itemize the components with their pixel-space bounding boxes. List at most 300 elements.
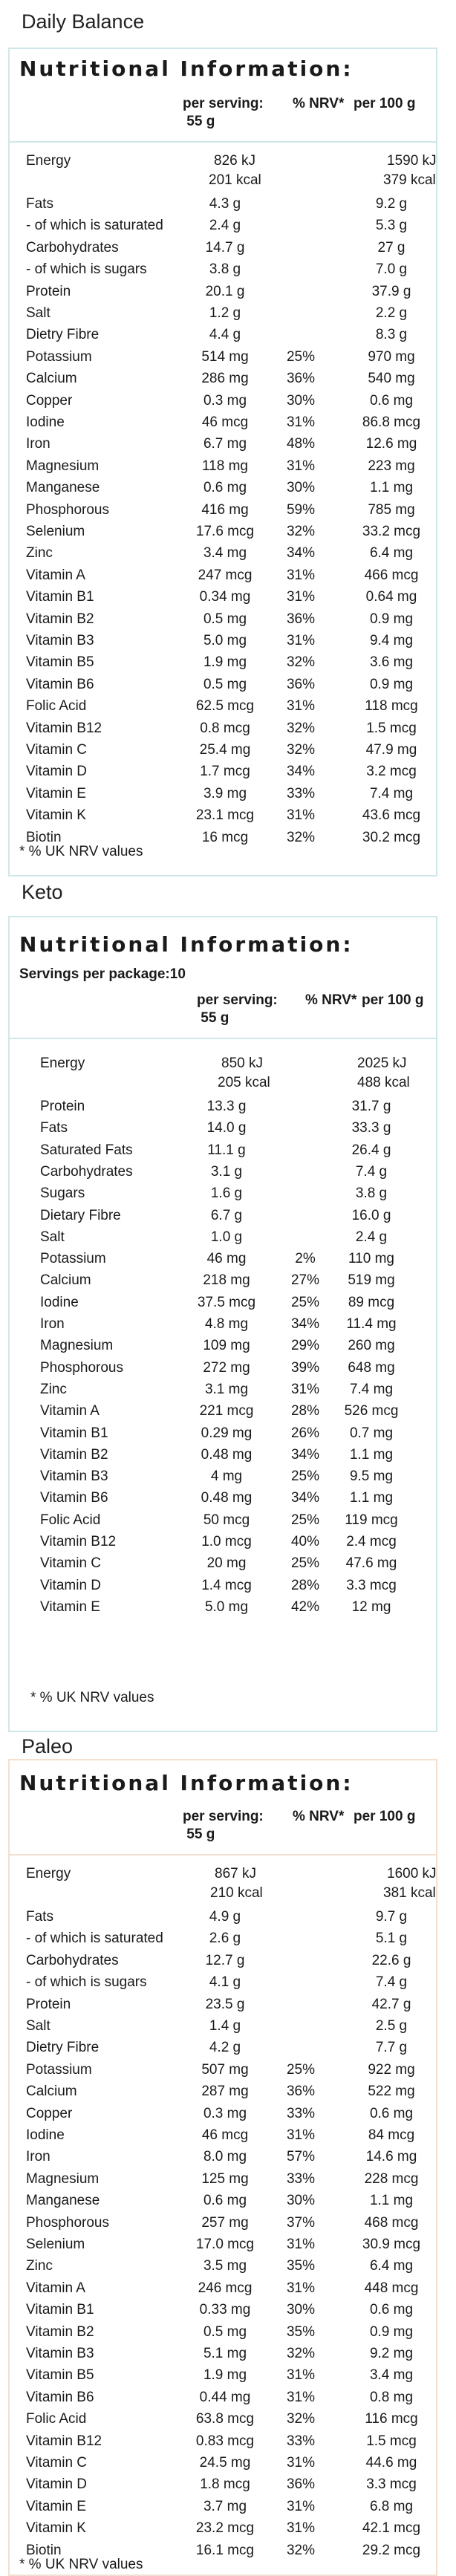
per-100g-value: 7.4 mg [369, 785, 414, 801]
per-serving-value: 246 mcg [198, 2280, 253, 2296]
nrv-value: 30% [286, 2302, 316, 2318]
nrv-value: 25% [286, 348, 316, 365]
nutrient-name: Iodine [26, 2127, 65, 2143]
table-row [10, 675, 436, 695]
nutrient-name: Vitamin B3 [26, 633, 94, 648]
per-100g-value: 0.9 mg [369, 676, 414, 692]
nutrient-name: Iron [26, 2149, 51, 2165]
per-serving-value: 1.9 mg [203, 654, 247, 671]
per-100g-value: 27 g [377, 239, 405, 256]
nutrient-name: Dietry Fibre [26, 2040, 100, 2056]
nutrient-name: Folic Acid [26, 698, 87, 715]
energy-kcal-row: 205 kcal 488 kcal [218, 1075, 410, 1090]
nrv-value: 31% [286, 458, 316, 474]
nrv-value: 25% [286, 2061, 316, 2078]
table-row [10, 457, 436, 476]
per-serving-value: 17.6 mcg [195, 524, 255, 539]
nrv-value: 39% [290, 1359, 320, 1376]
nutrient-name: Vitamin B1 [40, 1425, 108, 1441]
nutrient-name: Vitamin E [40, 1598, 100, 1615]
per-100g-value: 1.1 mg [369, 2193, 414, 2209]
per-serving-value: 125 mg [201, 2170, 249, 2187]
per-100g-value: 2.5 g [375, 2018, 408, 2034]
per-serving-value: 3.9 mg [203, 785, 247, 801]
nrv-value: 36% [286, 676, 316, 692]
table-row [10, 282, 436, 302]
per-100g-value: 9.7 g [375, 1909, 408, 1925]
table-row [10, 238, 436, 258]
per-serving-value: 3.1 mg [204, 1381, 249, 1397]
per-100g-value: 1.1 mg [349, 1446, 394, 1463]
header-divider [10, 1854, 436, 1855]
table-row [10, 566, 436, 585]
per-100g-value: 970 mg [368, 348, 415, 365]
per-100g-value: 29.2 mcg [362, 2542, 421, 2558]
table-row [10, 1951, 436, 1971]
per-serving-value: 109 mg [203, 1338, 250, 1354]
per-serving-value: 14.7 g [205, 239, 245, 256]
per-100g-value: 648 mg [348, 1359, 395, 1376]
per-serving-value: 1.0 g [210, 1229, 243, 1245]
per-serving-value: 16.1 mcg [195, 2542, 255, 2558]
per-100g-value: 16.0 g [351, 1207, 391, 1223]
nutrient-name: Vitamin D [40, 1577, 102, 1593]
table-row [10, 544, 436, 563]
per-100g-value: 3.3 mcg [366, 2476, 417, 2493]
per-serving-value: 0.48 mg [201, 1446, 253, 1463]
table-row [10, 1097, 436, 1116]
per-serving-value: 46 mcg [201, 2127, 249, 2143]
nutrient-name: Vitamin B12 [40, 1534, 117, 1549]
per-serving-value: 63.8 mcg [195, 2411, 255, 2427]
nutrient-name: Vitamin B6 [40, 1490, 108, 1506]
nutrient-name: Vitamin E [26, 2498, 86, 2514]
nutrient-name: Carbohydrates [26, 239, 119, 256]
nutrient-name: Vitamin B2 [26, 611, 94, 627]
table-row [10, 2519, 436, 2538]
nrv-value: 29% [290, 1338, 320, 1354]
nrv-value: 30% [286, 392, 316, 409]
table-row [10, 195, 436, 214]
table-row [10, 2323, 436, 2342]
per-serving-header: per serving: 55 g [197, 992, 278, 1026]
per-100g-value: 785 mg [368, 501, 415, 518]
nutrient-name: Vitamin K [26, 807, 86, 824]
nutrient-name: Vitamin B1 [26, 2302, 94, 2318]
per-serving-value: 4.4 g [209, 327, 241, 343]
nrv-value: 36% [286, 2084, 316, 2100]
nrv-value: 35% [286, 2258, 316, 2274]
table-row [10, 719, 436, 738]
panel-title: Nutritional Information: [19, 1771, 354, 1795]
per-100g-value: 33.2 mcg [362, 524, 421, 539]
table-row [10, 1445, 436, 1465]
table-row [10, 741, 436, 760]
nrv-header: % NRV* [293, 96, 345, 111]
panel-title: Nutritional Information: [19, 932, 354, 957]
nrv-value: 31% [286, 633, 316, 648]
nrv-value: 27% [290, 1272, 320, 1289]
per-serving-value: 0.6 mg [203, 2193, 247, 2209]
per-serving-value: 272 mg [203, 1359, 250, 1376]
nutrient-name: Zinc [26, 2258, 53, 2274]
per-100g-value: 110 mg [348, 1251, 394, 1267]
per-100g-value: 3.8 g [355, 1185, 388, 1202]
nutrient-name: Zinc [26, 545, 53, 562]
nutrient-name: Vitamin B6 [26, 2389, 94, 2405]
table-row [10, 1995, 436, 2014]
per-100g-value: 1.1 mg [349, 1490, 394, 1506]
table-row [10, 1489, 436, 1508]
nrv-value: 37% [286, 2214, 316, 2231]
table-row [10, 653, 436, 672]
energy-kcal-row: 201 kcal 379 kcal [209, 172, 436, 188]
table-row [10, 1467, 436, 1486]
per-serving-value: 0.83 mcg [195, 2433, 255, 2449]
per-serving-value: 514 mg [201, 348, 249, 365]
table-row [10, 2497, 436, 2517]
per-100g-value: 522 mg [368, 2084, 415, 2100]
per-100g-value: 3.3 mcg [346, 1577, 397, 1593]
nutrient-name: Vitamin B6 [26, 676, 94, 692]
nutrient-name: Biotin [26, 2542, 62, 2558]
table-row [10, 1293, 436, 1313]
per-100g-header: per 100 g [354, 1809, 416, 1824]
table-row [10, 806, 436, 825]
nutrition-panel-daily-balance [8, 48, 437, 876]
nrv-value: 31% [286, 414, 316, 430]
nrv-value: 31% [286, 2127, 316, 2143]
per-100g-value: 9.2 mg [369, 2346, 414, 2361]
table-row [10, 762, 436, 781]
table-row [10, 1402, 436, 1421]
table-row [10, 1119, 436, 1138]
per-serving-value: 3.5 mg [203, 2258, 247, 2274]
table-row [10, 1359, 436, 1378]
nutrient-name: - of which is sugars [26, 1974, 147, 1991]
table-row [10, 2038, 436, 2058]
per-100g-header: per 100 g [362, 992, 424, 1008]
per-100g-value: 7.4 mg [349, 1381, 394, 1397]
table-row [10, 413, 436, 432]
nrv-value: 31% [286, 2389, 316, 2405]
nrv-value: 33% [286, 2433, 316, 2449]
per-serving-value: 62.5 mcg [195, 698, 255, 715]
table-row [10, 478, 436, 498]
nutrient-name: Calcium [26, 2084, 77, 2100]
per-serving-value: 2.6 g [209, 1931, 241, 1947]
nutrient-name: Vitamin A [40, 1403, 100, 1419]
per-100g-value: 6.4 mg [369, 2258, 414, 2274]
nrv-value: 31% [286, 2367, 316, 2384]
table-row [10, 325, 436, 345]
per-serving-value: 12.7 g [205, 1952, 245, 1968]
per-serving-value: 0.8 mcg [200, 720, 250, 736]
per-serving-value: 46 mg [206, 1251, 247, 1267]
product-title: Keto [22, 881, 63, 903]
per-100g-value: 5.3 g [375, 218, 408, 234]
per-100g-value: 2.4 mcg [346, 1534, 397, 1549]
nrv-value: 35% [286, 2323, 316, 2340]
per-100g-value: 540 mg [368, 371, 415, 387]
per-serving-value: 287 mg [201, 2084, 249, 2100]
table-row [10, 348, 436, 367]
table-row [10, 1929, 436, 1948]
per-100g-value: 3.2 mcg [366, 764, 417, 780]
per-100g-value: 5.1 g [375, 1931, 408, 1947]
per-serving-value: 1.7 mcg [200, 764, 250, 780]
per-100g-value: 7.0 g [375, 261, 408, 278]
nutrient-name: Folic Acid [40, 1512, 101, 1528]
table-row [10, 2300, 436, 2320]
per-100g-value: 519 mg [348, 1272, 395, 1289]
per-serving-value: 0.29 mg [201, 1425, 253, 1441]
table-row [10, 2279, 436, 2298]
per-100g-value: 44.6 mg [365, 2455, 417, 2471]
nrv-value: 25% [290, 1512, 320, 1528]
per-serving-value: 118 mg [202, 458, 248, 474]
per-serving-value: 0.44 mg [199, 2389, 251, 2405]
per-100g-value: 7.4 g [375, 1974, 408, 1991]
per-100g-value: 1.5 mcg [366, 2433, 417, 2449]
per-serving-value: 507 mg [201, 2061, 249, 2078]
per-serving-value: 218 mg [203, 1272, 250, 1289]
nrv-value: 34% [286, 545, 316, 562]
per-serving-value: 16 mcg [201, 829, 249, 845]
per-100g-value: 228 mcg [364, 2170, 419, 2187]
nutrient-name: Folic Acid [26, 2411, 87, 2427]
servings-per-package: Servings per package:10 [19, 966, 186, 982]
per-100g-value: 3.4 mg [369, 2367, 414, 2384]
nrv-value: 33% [286, 2170, 316, 2187]
per-serving-value: 1.4 mcg [201, 1577, 252, 1593]
nutrient-name: Copper [26, 392, 73, 409]
per-100g-value: 22.6 g [371, 1952, 411, 1968]
per-serving-value: 0.3 mg [203, 2105, 247, 2121]
nutrient-name: Carbohydrates [26, 1952, 119, 1968]
nutrition-panel-keto [8, 916, 437, 1732]
table-row [10, 501, 436, 520]
nrv-value: 31% [286, 2237, 316, 2252]
nrv-value: 36% [286, 611, 316, 627]
per-serving-value: 8.0 mg [203, 2149, 247, 2165]
per-serving-value: 4.8 mg [204, 1316, 249, 1332]
per-100g-value: 922 mg [368, 2061, 415, 2078]
table-row [10, 1532, 436, 1552]
nutrient-name: Selenium [26, 524, 85, 539]
per-serving-value: 1.2 g [209, 305, 241, 321]
table-row [10, 2126, 436, 2145]
per-serving-value: 1.8 mcg [200, 2476, 250, 2493]
per-serving-value: 4.1 g [209, 1974, 241, 1991]
nutrient-name: - of which is sugars [26, 261, 147, 278]
per-100g-value: 0.6 mg [369, 2302, 414, 2318]
nrv-value: 32% [286, 2411, 316, 2427]
nutrient-name: Salt [40, 1229, 65, 1245]
table-row [10, 391, 436, 411]
table-row [10, 2170, 436, 2189]
per-serving-value: 11.1 g [207, 1142, 246, 1158]
per-100g-value: 0.9 mg [369, 611, 414, 627]
nrv-value: 25% [290, 1294, 320, 1310]
product-title: Paleo [22, 1735, 74, 1757]
nrv-value: 34% [290, 1316, 320, 1332]
table-row [10, 2366, 436, 2385]
nrv-value: 31% [286, 2498, 316, 2514]
nutrient-name: Zinc [40, 1381, 67, 1397]
nrv-value: 31% [286, 567, 316, 583]
nutrient-name: Iron [26, 436, 51, 452]
per-serving-value: 3.7 mg [203, 2498, 247, 2514]
nutrient-name: Magnesium [26, 458, 100, 474]
nutrient-name: Vitamin C [40, 1555, 102, 1572]
per-100g-value: 2.2 g [375, 305, 408, 321]
per-serving-value: 3.4 mg [203, 545, 247, 562]
per-serving-value: 0.5 mg [203, 2323, 247, 2340]
nrv-value: 40% [290, 1534, 320, 1549]
header-divider [10, 141, 436, 143]
table-row [10, 1554, 436, 1573]
nrv-value: 32% [286, 2542, 316, 2558]
per-100g-value: 33.3 g [351, 1120, 391, 1136]
per-100g-value: 30.2 mcg [362, 829, 421, 845]
nutrient-name: Phosphorous [40, 1359, 123, 1376]
nutrient-name: Manganese [26, 2193, 100, 2209]
table-row [10, 1271, 436, 1290]
table-row [10, 1141, 436, 1160]
per-serving-value: 286 mg [201, 371, 249, 387]
nrv-value: 28% [290, 1577, 320, 1593]
nrv-value: 31% [286, 2280, 316, 2296]
footnote: * % UK NRV values [19, 844, 143, 859]
table-row [10, 631, 436, 651]
per-serving-value: 20.1 g [205, 283, 245, 299]
per-serving-value: 221 mcg [199, 1403, 254, 1419]
nrv-value: 42% [290, 1598, 320, 1615]
per-100g-value: 12.6 mg [365, 436, 417, 452]
per-serving-value: 0.34 mg [199, 589, 251, 605]
per-100g-value: 0.6 mg [369, 392, 414, 409]
table-row [10, 1184, 436, 1203]
nutrient-name: Biotin [26, 829, 62, 845]
nutrient-name: Vitamin A [26, 2280, 85, 2296]
nutrient-name: Copper [26, 2105, 73, 2121]
per-100g-header: per 100 g [354, 96, 416, 111]
per-serving-value: 23.1 mcg [195, 807, 255, 824]
table-row [10, 2017, 436, 2036]
per-serving-value: 4 mg [210, 1468, 243, 1485]
nutrient-name: - of which is saturated [26, 1931, 163, 1947]
per-serving-value: 46 mcg [201, 414, 249, 430]
nrv-value: 33% [286, 785, 316, 801]
nrv-value: 32% [286, 829, 316, 845]
nutrient-name: Iodine [40, 1294, 79, 1310]
per-serving-value: 5.0 mg [203, 633, 247, 648]
table-row [10, 2235, 436, 2254]
per-serving-value: 14.0 g [206, 1120, 247, 1136]
table-row [10, 588, 436, 607]
nutrient-name: Iron [40, 1316, 65, 1332]
table-row [10, 2432, 436, 2451]
per-serving-value: 247 mcg [198, 567, 253, 583]
nrv-value: 28% [290, 1403, 320, 1419]
nrv-value: 25% [290, 1555, 320, 1572]
nrv-value: 25% [290, 1468, 320, 1485]
per-serving-header: per serving: 55 g [183, 96, 264, 129]
nutrient-name: Fats [26, 1909, 53, 1925]
table-row [10, 2453, 436, 2473]
table-row [10, 2082, 436, 2101]
per-serving-value: 0.5 mg [203, 611, 247, 627]
per-100g-value: 3.6 mg [369, 654, 414, 671]
table-row [10, 435, 436, 454]
nutrient-name: Vitamin B2 [26, 2323, 94, 2340]
nrv-value: 30% [286, 480, 316, 496]
nrv-value: 32% [286, 720, 316, 736]
energy-row: Energy 867 kJ 1600 kJ [26, 1866, 437, 1881]
nrv-value: 31% [286, 2455, 316, 2471]
per-100g-value: 223 mg [368, 458, 415, 474]
nrv-value: 31% [286, 589, 316, 605]
nutrient-name: Vitamin D [26, 764, 88, 780]
nutrient-name: Vitamin E [26, 785, 86, 801]
per-serving-value: 4.3 g [209, 196, 241, 212]
nrv-value: 31% [286, 698, 316, 715]
per-serving-value: 257 mg [201, 2214, 249, 2231]
nutrition-panel-paleo [8, 1759, 437, 2576]
per-serving-value: 0.33 mg [199, 2302, 251, 2318]
nutrient-name: Potassium [40, 1251, 106, 1267]
table-row [10, 697, 436, 716]
table-row [10, 2388, 436, 2407]
per-100g-value: 119 mcg [345, 1512, 398, 1528]
table-row [10, 369, 436, 388]
nutrient-name: Fats [40, 1120, 68, 1136]
table-row [10, 1907, 436, 1927]
nutrient-name: Vitamin B3 [40, 1468, 108, 1485]
per-100g-value: 86.8 mcg [362, 414, 421, 430]
table-row [10, 610, 436, 629]
nutrient-name: Phosphorous [26, 2214, 109, 2231]
per-100g-value: 12 mg [351, 1598, 391, 1615]
per-100g-value: 43.6 mcg [362, 807, 421, 824]
per-100g-value: 116 mcg [365, 2411, 418, 2427]
per-serving-value: 0.6 mg [203, 480, 247, 496]
nutrient-name: Vitamin K [26, 2520, 86, 2537]
table-row [10, 2191, 436, 2211]
table-row [10, 2475, 436, 2494]
table-row [10, 1315, 436, 1334]
nutrient-name: Magnesium [40, 1338, 114, 1354]
nutrient-name: Fats [26, 196, 53, 212]
nutrient-name: Vitamin B1 [26, 589, 94, 605]
nrv-value: 26% [290, 1425, 320, 1441]
per-100g-value: 9.2 g [375, 196, 408, 212]
nrv-value: 36% [286, 2476, 316, 2493]
per-100g-value: 6.4 mg [369, 545, 414, 562]
per-serving-value: 0.5 mg [203, 676, 247, 692]
per-serving-value: 17.0 mcg [195, 2237, 255, 2252]
per-100g-value: 468 mcg [364, 2214, 419, 2231]
product-title: Daily Balance [22, 10, 145, 33]
nutrient-name: Protein [40, 1099, 85, 1114]
table-row [10, 1424, 436, 1443]
per-serving-value: 20 mg [206, 1555, 247, 1572]
per-100g-value: 7.7 g [375, 2040, 408, 2056]
nrv-value: 33% [286, 2105, 316, 2121]
nrv-value: 2% [295, 1251, 316, 1267]
table-row [10, 1162, 436, 1182]
